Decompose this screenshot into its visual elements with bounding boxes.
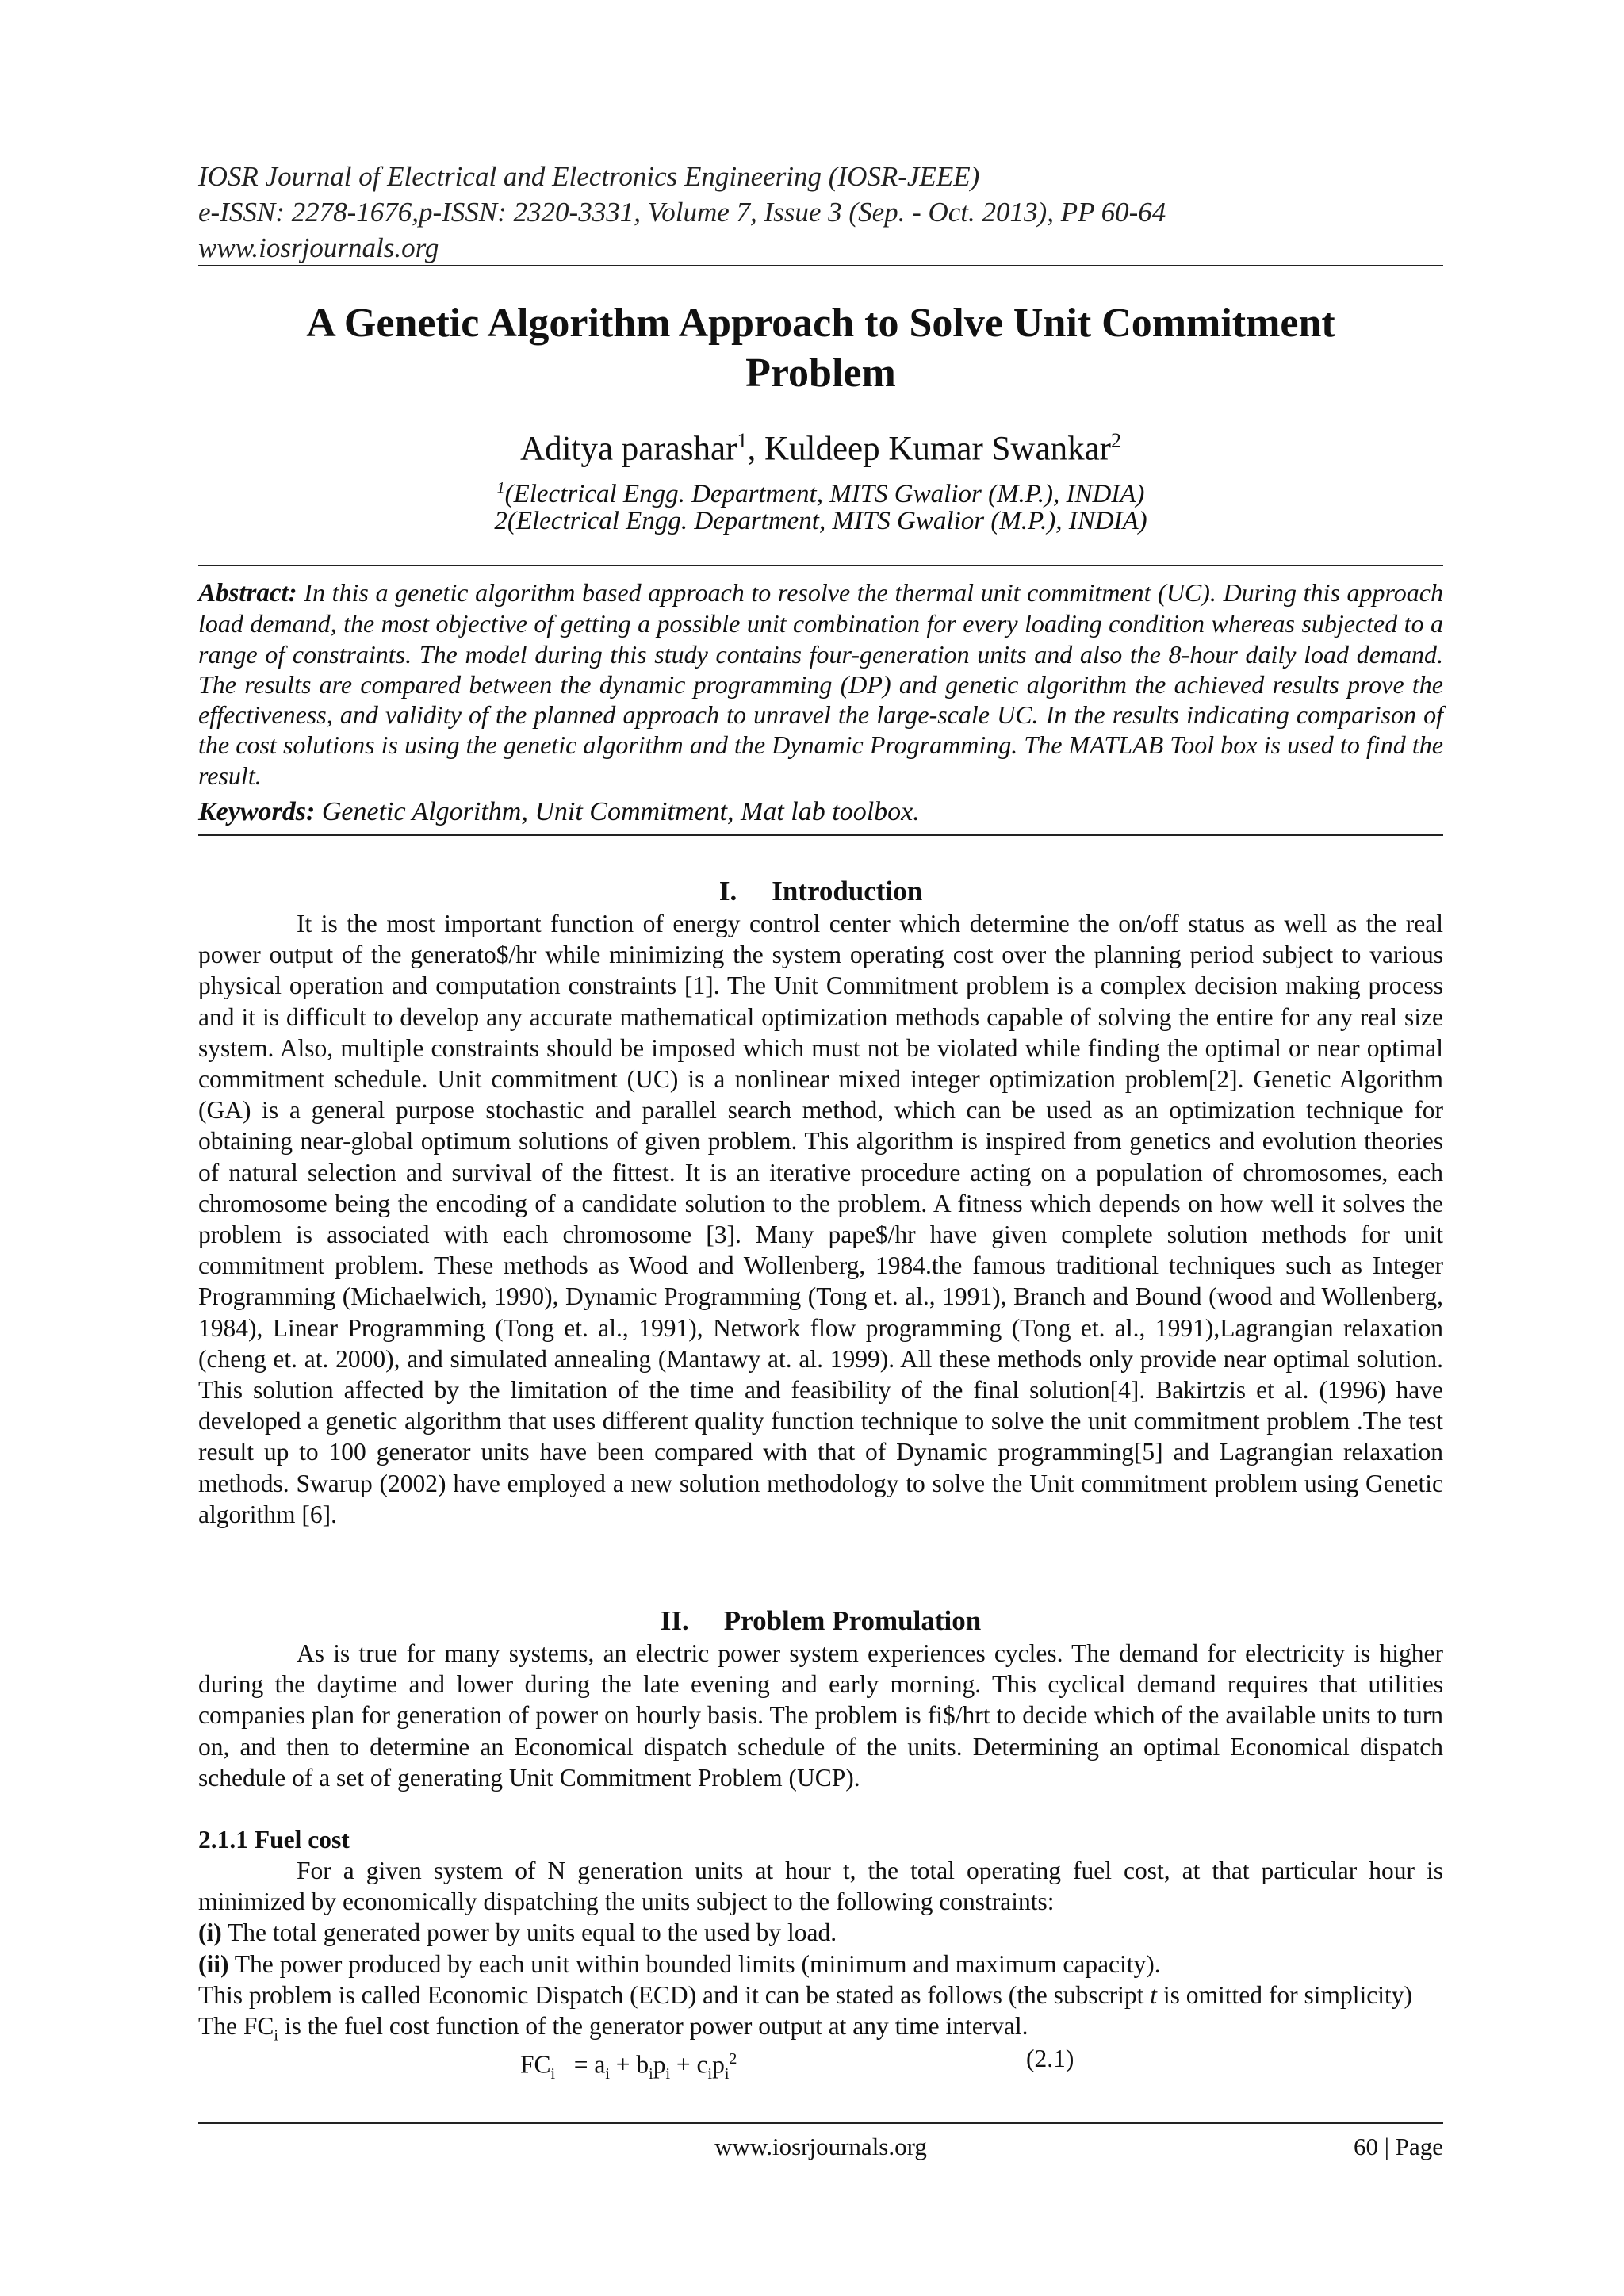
- fc-label: The FC: [198, 2012, 274, 2041]
- abstract-text: In this a genetic algorithm based approach to resolve the thermal unit commitment (UC). During this approach load demand, the most objective of getting a possible unit combination for every loading condition whereas subjected to a range of constraints. The model during this study contains four-generation units and also the 8-hour daily load demand. The results are compared between the dynamic programming (DP) and genetic algorithm the achieved results prove the effectiveness, and validity of the planned approach to unravel the large-scale UC. In the results indicating comparison of the cost solutions is using the genetic algorithm and the Dynamic Programming. The MATLAB Tool box is used to find the result.: [198, 578, 1443, 790]
- section-2-heading: [198, 1605, 1443, 1637]
- abstract-top-rule: [198, 565, 1443, 566]
- keywords-label: Keywords:: [198, 797, 316, 826]
- page-number: 60 | Page: [1354, 2133, 1443, 2160]
- author-1: Aditya parashar: [520, 430, 737, 468]
- abstract-label: Abstract:: [198, 579, 297, 608]
- section-1-number: I.: [718, 876, 737, 907]
- fc-statement: is the fuel cost function of the generator power output at any time interval.: [278, 2012, 1028, 2041]
- author-2: Kuldeep Kumar Swankar: [764, 430, 1111, 468]
- footer-url: www.iosrjournals.org: [714, 2133, 927, 2160]
- journal-header: [198, 159, 1443, 266]
- abstract: [198, 577, 1443, 791]
- subsection-body: [198, 1855, 1443, 2052]
- affiliation-2: 2(Electrical Engg. Department, MITS Gwalior (M.P.), INDIA): [494, 507, 1147, 535]
- author-2-mark: 2: [1110, 429, 1121, 452]
- journal-website: www.iosrjournals.org: [198, 232, 439, 263]
- constraint-2-label: (ii): [198, 1949, 229, 1978]
- affiliation-1-mark: 1: [496, 479, 505, 496]
- ecd-statement-a: This problem is called Economic Dispatch (ECD) and it can be stated as follows (the subscript: [198, 1980, 1151, 2009]
- header-rule: [198, 265, 1443, 266]
- fuel-cost-statement: [198, 2010, 1443, 2052]
- fc-subscript: i: [274, 2026, 278, 2045]
- constraint-1: [198, 1917, 1443, 1948]
- author-list: [198, 420, 1443, 470]
- ecd-subscript-t: t: [1150, 1980, 1157, 2009]
- author-1-mark: 1: [737, 429, 748, 452]
- paper-title: [198, 298, 1443, 398]
- equation-number: (2.1): [1026, 2045, 1074, 2072]
- section-2-number: II.: [660, 1605, 689, 1636]
- section-1-paragraph: It is the most important function of energy control center which determine the on/off status as well as the real power output of the generato$/hr while minimizing the system operating cost over the planning period subject to various physical operation and computation constraints [1]. The Unit Commitment problem is a complex decision making process and it is difficult to develop any accurate mathematical optimization methods capable of solving the entire for any real size system. Also, multiple constraints should be imposed which must not be violated while finding the optimal or near optimal commitment schedule. Unit commitment (UC) is a nonlinear mixed integer optimization problem[2]. Genetic Algorithm (GA) is a general purpose stochastic and parallel search method, which can be used as an optimization technique for obtaining near-global optimum solutions of given problem. This algorithm is inspired from genetics and evolution theories of natural selection and survival of the fittest. It is an iterative procedure acting on a population of chromosomes, each chromosome being the encoding of a candidate solution to the problem. A fitness which depends on how well it solves the problem is associated with each chromosome [3]. Many pape$/hr have given complete solution methods for unit commitment problem. These methods as Wood and Wollenberg, 1984.the famous traditional techniques such as Integer Programming (Michaelwich, 1990), Dynamic Programming (Tong et. al., 1991), Branch and Bound (wood and Wollenberg, 1984), Linear Programming (Tong et. al., 1991), Network flow programming (Tong et. al., 1991),Lagrangian relaxation (cheng et. at. 2000), and simulated annealing (Mantawy at. al. 1999). All these methods only provide near optimal solution. This solution affected by the limitation of the time and feasibility of the final solution[4]. Bakirtzis et al. (1996) have developed a genetic algorithm that uses different quality function technique to solve the unit commitment problem .The test result up to 100 generator units have been compared with that of Dynamic programming[5] and Lagrangian relaxation methods. Swarup (2002) have employed a new solution methodology to solve the Unit commitment problem using Genetic algorithm [6].: [198, 910, 1443, 1528]
- section-1-title: Introduction: [772, 876, 923, 907]
- author-separator: ,: [747, 430, 764, 468]
- constraint-1-label: (i): [198, 1918, 222, 1947]
- subsection-heading: 2.1.1 Fuel cost: [198, 1826, 350, 1853]
- ecd-statement-b: is omitted for simplicity): [1156, 1980, 1412, 2009]
- subsection-intro: For a given system of N generation units at hour t, the total operating fuel cost, at that particular hour is minimized by economically dispatching the units subject to the following constraints:: [198, 1857, 1443, 1916]
- section-2-title: Problem Promulation: [723, 1605, 982, 1636]
- section-2-body: [198, 1638, 1443, 1793]
- keywords-text: Genetic Algorithm, Unit Commitment, Mat lab toolbox.: [315, 797, 920, 826]
- journal-issn-volume: e-ISSN: 2278-1676,p-ISSN: 2320-3331, Volume 7, Issue 3 (Sep. - Oct. 2013), PP 60-64: [198, 197, 1166, 228]
- keywords: [198, 796, 1443, 828]
- abstract-bottom-rule: [198, 834, 1443, 836]
- section-1-heading: [198, 876, 1443, 907]
- section-1-body: [198, 908, 1443, 1530]
- constraint-2-text: The power produced by each unit within bounded limits (minimum and maximum capacity).: [228, 1949, 1161, 1978]
- equation-2-1: $FC_i = a_i + b_ip_i + c_ip_i^2$: [520, 2050, 737, 2083]
- affiliation-1: [198, 472, 1443, 510]
- constraint-1-text: The total generated power by units equal to the used by load.: [221, 1918, 837, 1947]
- journal-name: IOSR Journal of Electrical and Electronics Engineering (IOSR-JEEE): [198, 161, 980, 192]
- footer-rule: [198, 2122, 1443, 2124]
- paper-title-line-1: A Genetic Algorithm Approach to Solve Unit Commitment: [306, 301, 1335, 346]
- paper-title-line-2: Problem: [745, 351, 896, 396]
- affiliation-1-text: (Electrical Engg. Department, MITS Gwalior (M.P.), INDIA): [504, 480, 1145, 508]
- ecd-statement: [198, 1980, 1443, 2010]
- section-2-paragraph: As is true for many systems, an electric power system experiences cycles. The demand for electricity is higher during the daytime and lower during the late evening and early morning. This cyclical demand requires that utilities companies plan for generation of power on hourly basis. The problem is fi$/hrt to decide which of the available units to turn on, and then to determine an Economical dispatch schedule of the units. Determining an optimal Economical dispatch schedule of a set of generating Unit Commitment Problem (UCP).: [198, 1639, 1443, 1792]
- constraint-2: [198, 1949, 1443, 1980]
